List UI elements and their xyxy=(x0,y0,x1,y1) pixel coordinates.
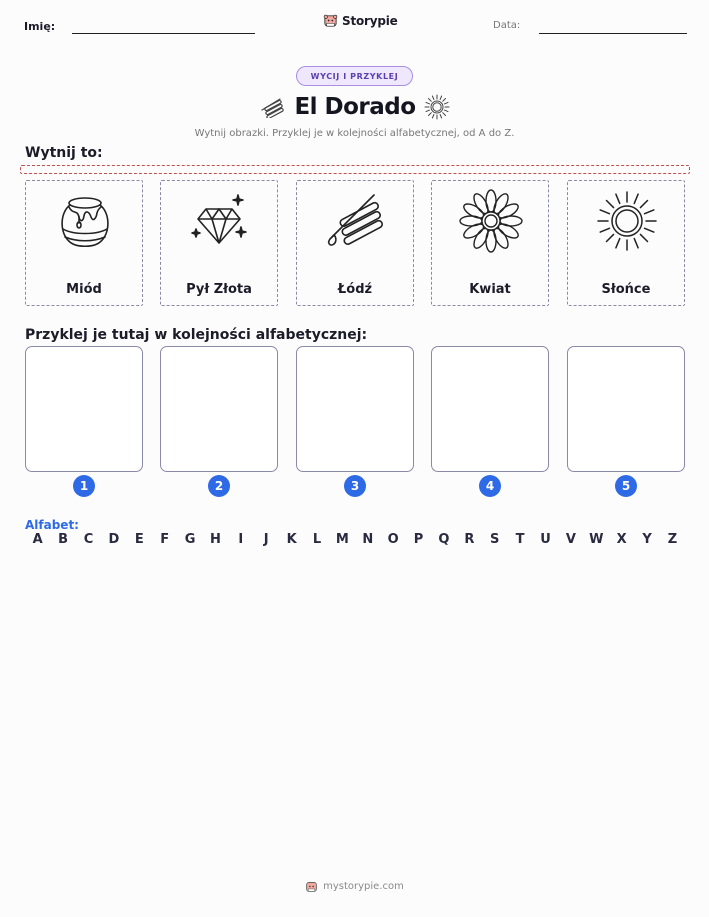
name-line[interactable] xyxy=(72,33,255,34)
footer-url[interactable]: mystorypie.com xyxy=(323,881,404,892)
card-label: Łódź xyxy=(337,282,373,297)
alphabet-letter: D xyxy=(108,532,120,547)
alphabet-letter: G xyxy=(184,532,196,547)
alphabet-letter: Q xyxy=(438,532,450,547)
paste-slot-5[interactable] xyxy=(567,346,685,472)
storypie-mascot-icon xyxy=(305,880,318,893)
storypie-logo xyxy=(323,13,398,28)
page-title: El Dorado xyxy=(294,94,416,120)
alphabet-letter: F xyxy=(160,532,170,547)
alphabet-letter: X xyxy=(616,532,627,547)
cut-card-flower[interactable] xyxy=(431,180,549,306)
alphabet-row xyxy=(25,532,685,547)
alphabet-letter: B xyxy=(58,532,69,547)
footer xyxy=(0,880,709,893)
alphabet-letter: V xyxy=(565,532,576,547)
cut-card-gold-dust[interactable] xyxy=(160,180,278,306)
cut-card-honey[interactable] xyxy=(25,180,143,306)
paste-slot-1[interactable] xyxy=(25,346,143,472)
cut-card-boat[interactable] xyxy=(296,180,414,306)
alphabet-letter: E xyxy=(134,532,144,547)
date-label: Data: xyxy=(493,20,521,31)
alphabet-letter: M xyxy=(335,532,349,547)
alphabet-letter: T xyxy=(515,532,525,547)
sun-icon xyxy=(595,189,659,253)
diamond-icon xyxy=(188,189,252,253)
card-label: Słońce xyxy=(601,282,651,297)
logo-text: Storypie xyxy=(342,13,398,28)
storypie-mascot-icon xyxy=(323,13,338,28)
paste-slot-2[interactable] xyxy=(160,346,278,472)
paste-slot-3[interactable] xyxy=(296,346,414,472)
card-label: Kwiat xyxy=(469,282,511,297)
alphabet-label: Alfabet: xyxy=(25,518,79,532)
alphabet-letter: H xyxy=(209,532,221,547)
cut-line xyxy=(20,165,690,174)
alphabet-letter: C xyxy=(83,532,94,547)
alphabet-letter: R xyxy=(464,532,475,547)
cut-card-sun[interactable] xyxy=(567,180,685,306)
alphabet-letter: L xyxy=(312,532,322,547)
alphabet-letter: N xyxy=(362,532,374,547)
alphabet-letter: Z xyxy=(667,532,678,547)
sun-icon xyxy=(424,94,450,120)
flower-icon xyxy=(459,189,523,253)
cut-section-label: Wytnij to: xyxy=(25,145,103,161)
paste-section-label: Przyklej je tutaj w kolejności alfabetycznej: xyxy=(25,327,368,343)
slot-number-badge: 2 xyxy=(208,475,230,497)
alphabet-letter: P xyxy=(413,532,424,547)
alphabet-letter: W xyxy=(589,532,604,547)
alphabet-letter: K xyxy=(286,532,297,547)
activity-badge: WYCIJ I PRZYKLEJ xyxy=(296,66,413,86)
title-row xyxy=(250,90,460,124)
instructions: Wytnij obrazki. Przyklej je w kolejności alfabetycznej, od A do Z. xyxy=(194,128,515,139)
alphabet-letter: U xyxy=(540,532,551,547)
slot-number-badge: 4 xyxy=(479,475,501,497)
alphabet-letter: A xyxy=(32,532,43,547)
alphabet-letter: J xyxy=(263,532,269,547)
paste-slot-4[interactable] xyxy=(431,346,549,472)
card-label: Pył Złota xyxy=(186,282,252,297)
raft-icon xyxy=(324,189,388,253)
slot-number-badge: 1 xyxy=(73,475,95,497)
slot-number-badge: 5 xyxy=(615,475,637,497)
honey-pot-icon xyxy=(53,189,117,253)
name-label: Imię: xyxy=(24,20,56,33)
raft-icon xyxy=(260,96,286,118)
alphabet-letter: S xyxy=(490,532,500,547)
alphabet-letter: Y xyxy=(642,532,652,547)
card-label: Miód xyxy=(66,282,102,297)
slot-number-badge: 3 xyxy=(344,475,366,497)
alphabet-letter: O xyxy=(387,532,399,547)
date-line[interactable] xyxy=(539,33,687,34)
alphabet-letter: I xyxy=(238,532,244,547)
